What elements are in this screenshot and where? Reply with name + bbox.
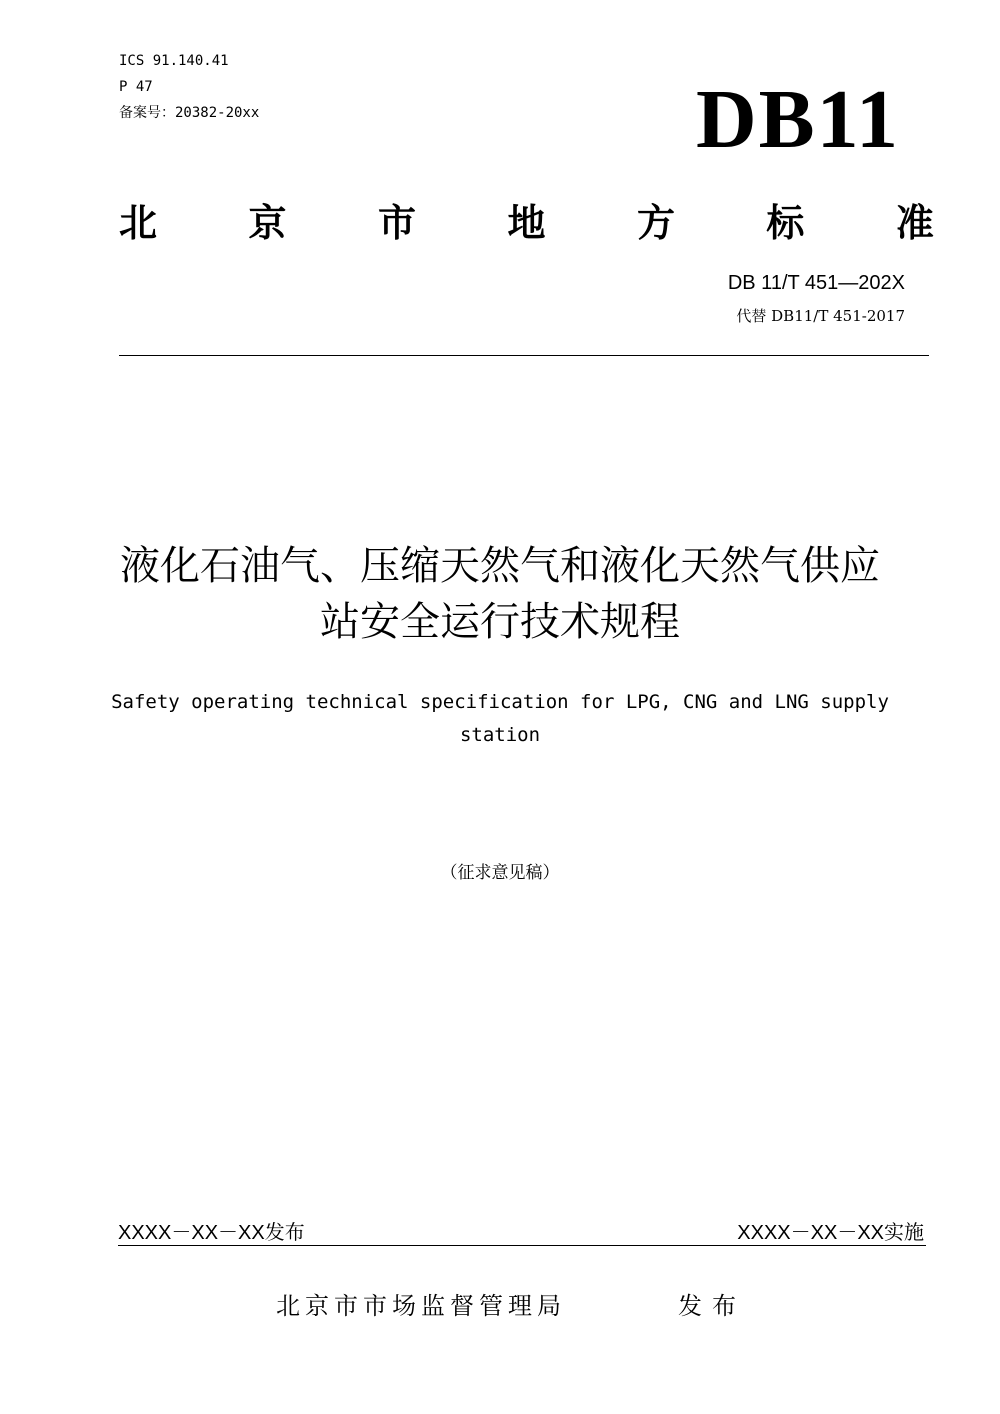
header-divider — [119, 355, 929, 356]
standard-kind-char: 市 — [377, 201, 416, 245]
standard-number: DB 11/T 451—202X — [727, 272, 905, 294]
standard-kind-char: 准 — [895, 201, 934, 245]
standard-kind-char: 地 — [507, 201, 546, 245]
standard-kind — [119, 192, 934, 247]
issue-date: XXXX－XX－XX发布 — [118, 1222, 305, 1244]
standard-kind-char: 北 — [119, 201, 158, 245]
title-chinese — [0, 538, 1000, 650]
ics-code: ICS 91.140.41 — [119, 53, 229, 69]
record-number: 备案号：20382-20xx — [119, 105, 260, 121]
draft-note: （征求意见稿） — [440, 863, 560, 883]
implementation-date: XXXX－XX－XX实施 — [737, 1222, 924, 1244]
title-english — [0, 686, 1000, 752]
classification-code: P 47 — [119, 79, 153, 95]
standard-kind-char: 方 — [636, 201, 675, 245]
title-chinese-line: 站安全运行技术规程 — [320, 599, 680, 645]
standard-kind-char: 标 — [766, 201, 805, 245]
replaces-note: 代替 DB11/T 451-2017 — [736, 307, 905, 325]
footer-divider — [118, 1245, 926, 1246]
title-english-line: Safety operating technical specification for LPG, CNG and LNG supply — [111, 691, 889, 713]
title-chinese-line: 液化石油气、压缩天然气和液化天然气供应 — [120, 543, 880, 589]
publisher-name: 北京市市场监督管理局 — [276, 1292, 566, 1320]
standard-kind-char: 京 — [248, 201, 287, 245]
db11-logo: DB11 — [695, 73, 900, 166]
title-english-line: station — [459, 724, 541, 746]
publish-label: 发布 — [678, 1292, 746, 1320]
